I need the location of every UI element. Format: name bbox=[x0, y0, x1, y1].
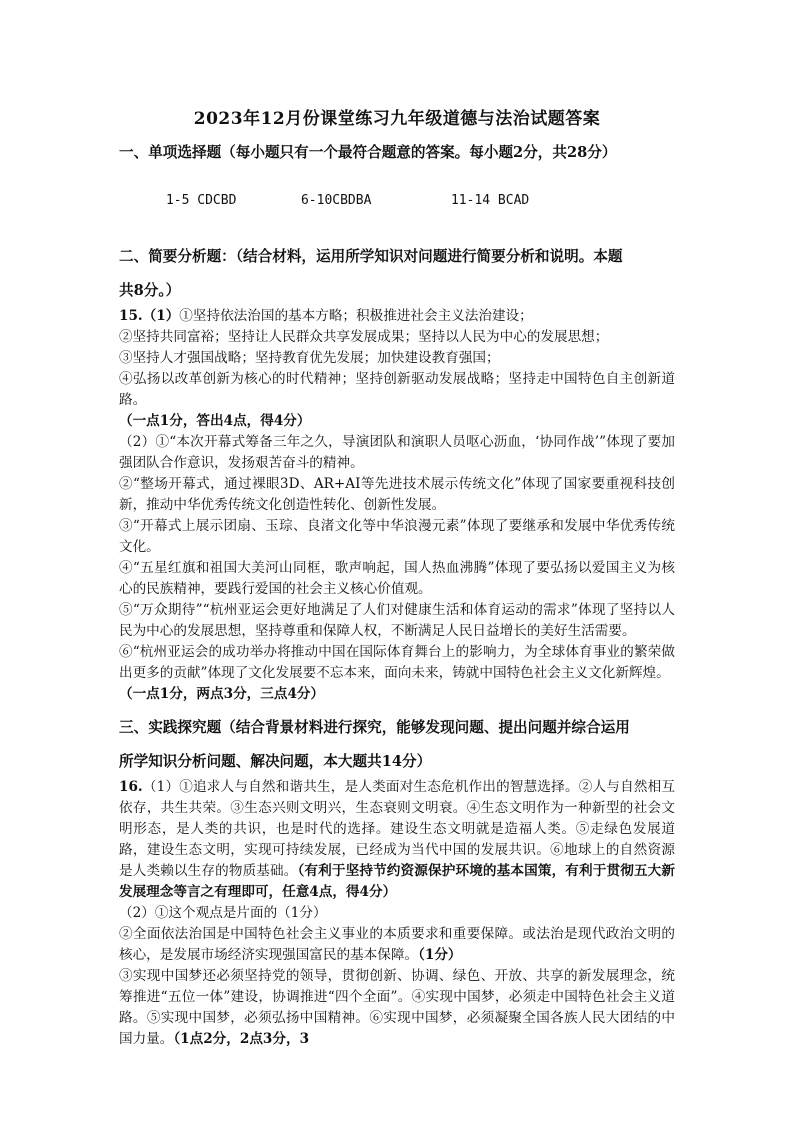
choice-answers bbox=[119, 168, 675, 234]
answers-11-14: 11-14 BCAD bbox=[450, 193, 530, 208]
q15-label: 15.（1） bbox=[119, 308, 180, 324]
section2-heading-line2: 共8分。） bbox=[119, 282, 181, 299]
q16-1-text: 16.（1）①追求人与自然和谐共生，是人类面对生态危机作出的智慧选择。②人与自然相互依存，共生共荣。③生态兴则文明兴，生态衰则文明衰。④生态文明作为一种新型的社会文明形态，是人类的共识，也是时代的选择。建设生态文明就是造福人类。⑤走绿色发展道路，建设生态文明，实现可持续发展，已经成为当代中国的发展共识。⑥地球上的自然资源是人类赖以生存的物质基础。（有利于坚持节约资源保护环境的基本国策，有利于贯彻五大新发展理念等言之有理即可，任意4点，得4分） bbox=[119, 779, 676, 900]
q15-2-point3: ③“开幕式上展示团扇、玉琮、良渚文化等中华浪漫元素”体现了要继承和发展中华优秀传统文化。 bbox=[119, 518, 675, 555]
q15-2-point4: ④“五星红旗和祖国大美河山同框，歌声响起，国人热血沸腾”体现了要弘扬以爱国主义为核心的民族精神，要践行爱国的社会主义核心价值观。 bbox=[119, 560, 675, 597]
q16-2-point3-score: （1点2分，2点3分，3 bbox=[173, 1031, 310, 1047]
section3-heading-line1: 三、实践探究题（结合背景材料进行探究，能够发现问题、提出问题并综合运用 bbox=[119, 719, 630, 736]
answer-content bbox=[119, 138, 675, 1050]
q16-1-score: （有利于坚持节约资源保护环境的基本国策，有利于贯彻五大新发展理念等言之有理即可，任意4点，得4分） bbox=[119, 863, 676, 900]
q15-1-score: （一点1分，答出4点，得4分） bbox=[119, 413, 311, 429]
q15-2-point2: ②“整场开幕式，通过裸眼3D、AR+AI等先进技术展示传统文化”体现了国家要重视科技创新，推动中华优秀传统文化创造性转化、创新性发展。 bbox=[119, 476, 675, 513]
q16-2-point3: ③实现中国梦还必须坚持党的领导，贯彻创新、协调、绿色、开放、共享的新发展理念，统筹推进“五位一体”建设，协调推进“四个全面”。④实现中国梦，必须走中国特色社会主义道路。⑤实现中国梦，必须弘扬中国精神。⑥实现中国梦，必须凝聚全国各族人民大团结的中国力量。（1点2分，2点3分，3 bbox=[119, 968, 675, 1047]
section3-heading-line2: 所学知识分析问题、解决问题，本大题共14分） bbox=[119, 753, 432, 770]
answers-1-5: 1-5 CDCBD bbox=[165, 193, 237, 208]
q16-2-point2: ②全面依法治国是中国特色社会主义事业的本质要求和重要保障。或法治是现代政治文明的核心，是发展市场经济实现强国富民的基本保障。（1分） bbox=[119, 926, 675, 963]
q16-2-point1: （2）①这个观点是片面的（1分） bbox=[119, 905, 327, 921]
q15-2-point1: （2）①“本次开幕式筹备三年之久，导演团队和演职人员呕心沥血，‘协同作战’”体现了要加强团队合作意识，发扬艰苦奋斗的精神。 bbox=[119, 434, 675, 471]
section2-heading-line1: 二、简要分析题：（结合材料，运用所学知识对问题进行简要分析和说明。本题 bbox=[119, 248, 623, 265]
q15-1-point1: 15.（1）①坚持依法治国的基本方略；积极推进社会主义法治建设； bbox=[119, 308, 533, 324]
q16-2-point2-score: （1分） bbox=[418, 947, 462, 963]
q15-1-point4: ④弘扬以改革创新为核心的时代精神；坚持创新驱动发展战略；坚持走中国特色自主创新道路。 bbox=[119, 371, 675, 408]
section1-heading: 一、单项选择题（每小题只有一个最符合题意的答案。每小题2分，共28分） bbox=[119, 144, 617, 161]
q15-1-point3: ③坚持人才强国战略；坚持教育优先发展；加快建设教育强国； bbox=[119, 350, 500, 366]
page-title: 2023年12月份课堂练习九年级道德与法治试题答案 bbox=[193, 109, 601, 129]
q15-2-point5: ⑤“万众期待”“杭州亚运会更好地满足了人们对健康生活和体育运动的需求”体现了坚持以人民为中心的发展思想，坚持尊重和保障人权，不断满足人民日益增长的美好生活需要。 bbox=[119, 602, 675, 639]
answers-6-10: 6-10CBDBA bbox=[300, 193, 372, 208]
q15-2-point6: ⑥“杭州亚运会的成功举办将推动中国在国际体育舞台上的影响力，为全球体育事业的繁荣做出更多的贡献”体现了文化发展要不忘本来，面向未来，铸就中国特色社会主义文化新辉煌。 bbox=[119, 644, 675, 681]
q16-label: 16. bbox=[119, 779, 143, 795]
q15-1-point2: ②坚持共同富裕；坚持让人民群众共享发展成果；坚持以人民为中心的发展思想； bbox=[119, 329, 609, 345]
q15-2-score: （一点1分，两点3分，三点4分） bbox=[119, 686, 325, 702]
